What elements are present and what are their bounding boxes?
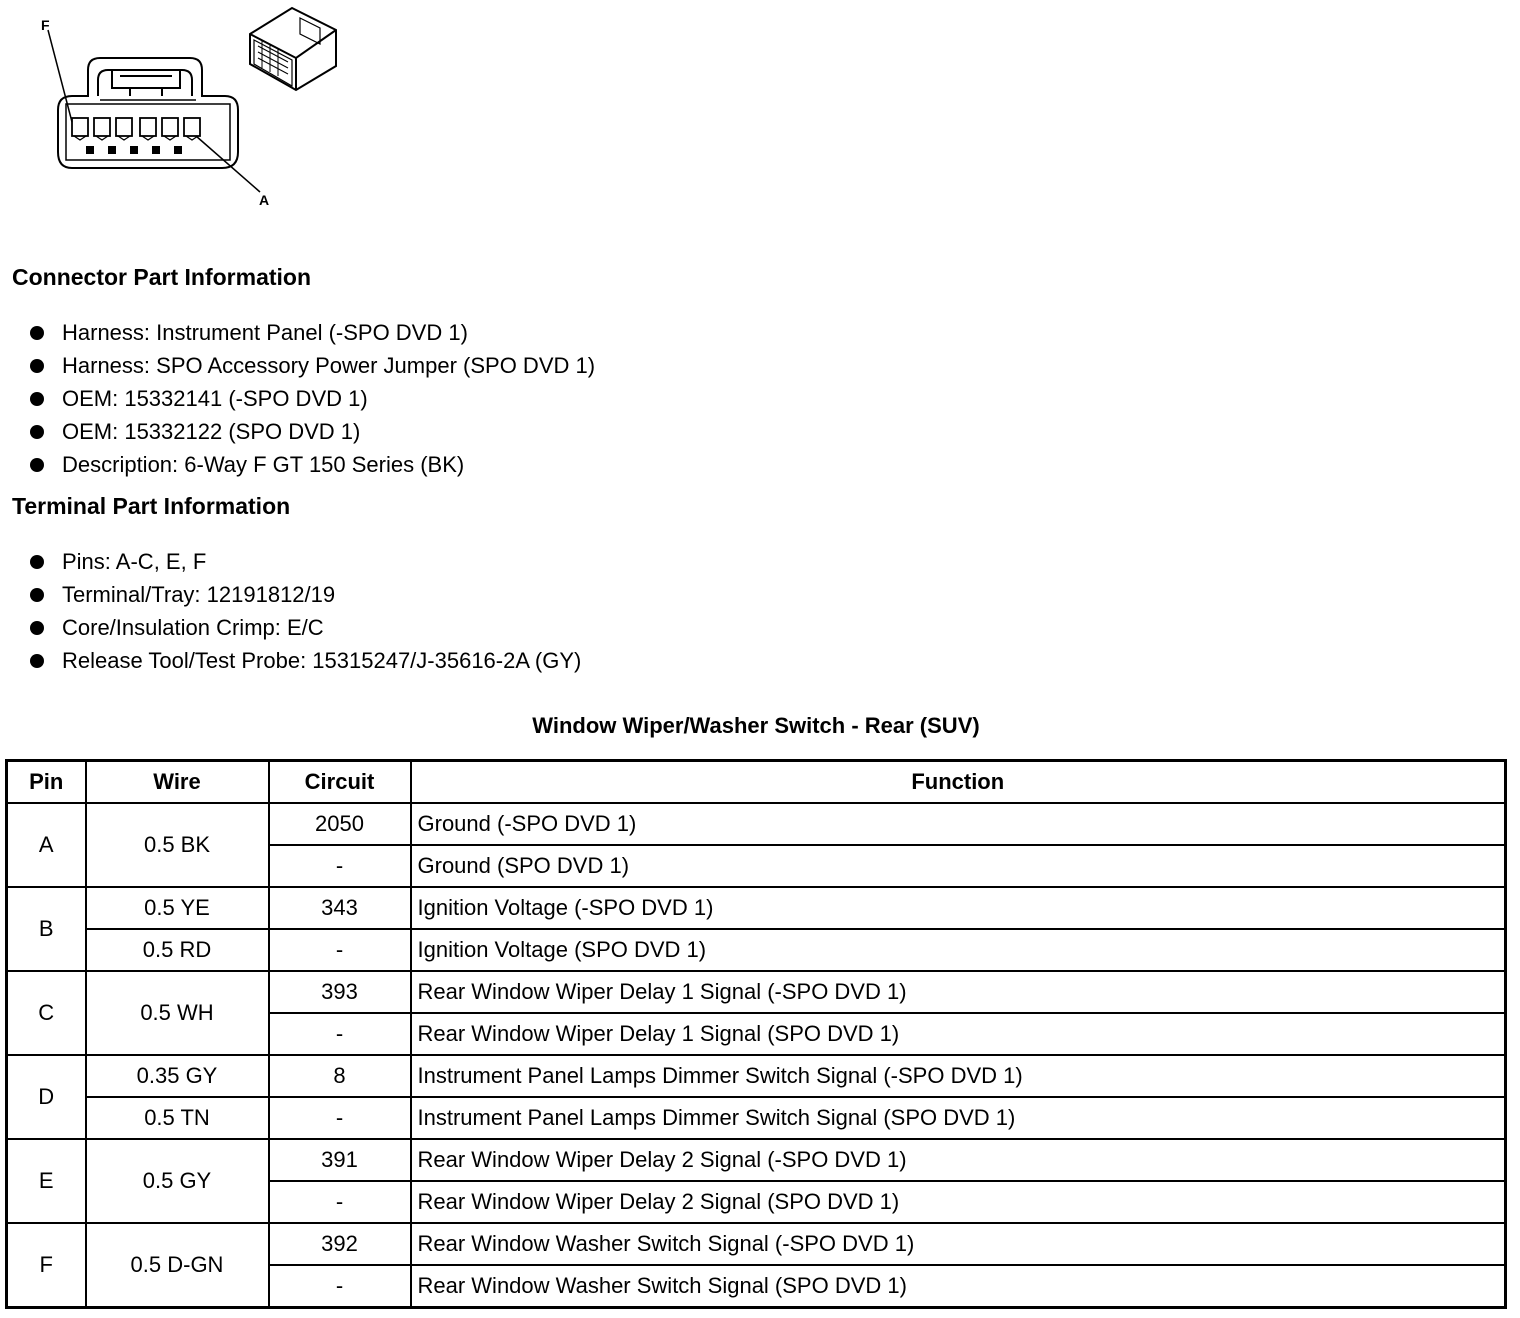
wire-cell: 0.5 RD [86,929,269,971]
wire-cell: 0.5 BK [86,803,269,887]
function-cell: Instrument Panel Lamps Dimmer Switch Signal (-SPO DVD 1) [411,1055,1506,1097]
circuit-cell: - [269,845,411,887]
leader-line-a [196,136,260,192]
table-row [7,971,1506,1013]
list-item: Release Tool/Test Probe: 15315247/J-35616-2A (GY) [30,644,581,677]
bullet-icon [30,326,44,340]
terminal-part-list [30,545,581,677]
table-row [7,1139,1506,1181]
function-cell: Ground (-SPO DVD 1) [411,803,1506,845]
circuit-cell: 393 [269,971,411,1013]
pin-label-a: A [259,192,270,208]
circuit-cell: 343 [269,887,411,929]
function-cell: Rear Window Wiper Delay 1 Signal (SPO DVD 1) [411,1013,1506,1055]
list-item: Description: 6-Way F GT 150 Series (BK) [30,448,595,481]
bullet-icon [30,654,44,668]
circuit-cell: 8 [269,1055,411,1097]
circuit-cell: 391 [269,1139,411,1181]
connector-3d-view [250,8,336,90]
circuit-cell: - [269,929,411,971]
function-cell: Rear Window Washer Switch Signal (-SPO DVD 1) [411,1223,1506,1265]
bullet-icon [30,621,44,635]
header-function: Function [411,761,1506,804]
pin-label-f: F [41,17,50,33]
wire-cell: 0.35 GY [86,1055,269,1097]
function-cell: Rear Window Wiper Delay 2 Signal (-SPO DVD 1) [411,1139,1506,1181]
circuit-cell: - [269,1097,411,1139]
table-row [7,1055,1506,1097]
function-cell: Rear Window Wiper Delay 1 Signal (-SPO DVD 1) [411,971,1506,1013]
pin-cell: D [7,1055,86,1139]
function-cell: Ignition Voltage (-SPO DVD 1) [411,887,1506,929]
list-item: Terminal/Tray: 12191812/19 [30,578,581,611]
header-pin: Pin [7,761,86,804]
wire-cell: 0.5 GY [86,1139,269,1223]
pin-cell: A [7,803,86,887]
table-title: Window Wiper/Washer Switch - Rear (SUV) [532,713,980,738]
bullet-icon [30,425,44,439]
circuit-cell: 2050 [269,803,411,845]
bullet-icon [30,392,44,406]
function-cell: Ignition Voltage (SPO DVD 1) [411,929,1506,971]
list-item: Core/Insulation Crimp: E/C [30,611,581,644]
connector-diagram [0,0,400,220]
bullet-icon [30,359,44,373]
cavity-notches [86,146,182,154]
wire-cell: 0.5 TN [86,1097,269,1139]
wire-cell: 0.5 WH [86,971,269,1055]
pin-cell: E [7,1139,86,1223]
pinout-table [5,759,1507,1309]
header-wire: Wire [86,761,269,804]
pin-cell: B [7,887,86,971]
table-row [7,803,1506,845]
table-row [7,1223,1506,1265]
function-cell: Rear Window Wiper Delay 2 Signal (SPO DVD 1) [411,1181,1506,1223]
function-cell: Ground (SPO DVD 1) [411,845,1506,887]
function-cell: Instrument Panel Lamps Dimmer Switch Signal (SPO DVD 1) [411,1097,1506,1139]
pin-cavities [72,118,200,140]
bullet-icon [30,555,44,569]
connector-part-heading: Connector Part Information [12,264,312,290]
table-row [7,1097,1506,1139]
table-header-row [7,761,1506,804]
connector-housing-outline [58,58,238,168]
list-item: Harness: Instrument Panel (-SPO DVD 1) [30,316,595,349]
table-row [7,929,1506,971]
wire-cell: 0.5 YE [86,887,269,929]
circuit-cell: 392 [269,1223,411,1265]
leader-line-f [48,30,72,122]
list-item: Harness: SPO Accessory Power Jumper (SPO DVD 1) [30,349,595,382]
bullet-icon [30,458,44,472]
pin-cell: C [7,971,86,1055]
pin-cell: F [7,1223,86,1308]
header-circuit: Circuit [269,761,411,804]
function-cell: Rear Window Washer Switch Signal (SPO DVD 1) [411,1265,1506,1308]
wire-cell: 0.5 D-GN [86,1223,269,1308]
circuit-cell: - [269,1013,411,1055]
circuit-cell: - [269,1181,411,1223]
list-item: OEM: 15332122 (SPO DVD 1) [30,415,595,448]
terminal-part-heading: Terminal Part Information [12,493,291,519]
bullet-icon [30,588,44,602]
list-item: Pins: A-C, E, F [30,545,581,578]
circuit-cell: - [269,1265,411,1308]
list-item: OEM: 15332141 (-SPO DVD 1) [30,382,595,415]
table-row [7,887,1506,929]
connector-part-list [30,316,595,481]
